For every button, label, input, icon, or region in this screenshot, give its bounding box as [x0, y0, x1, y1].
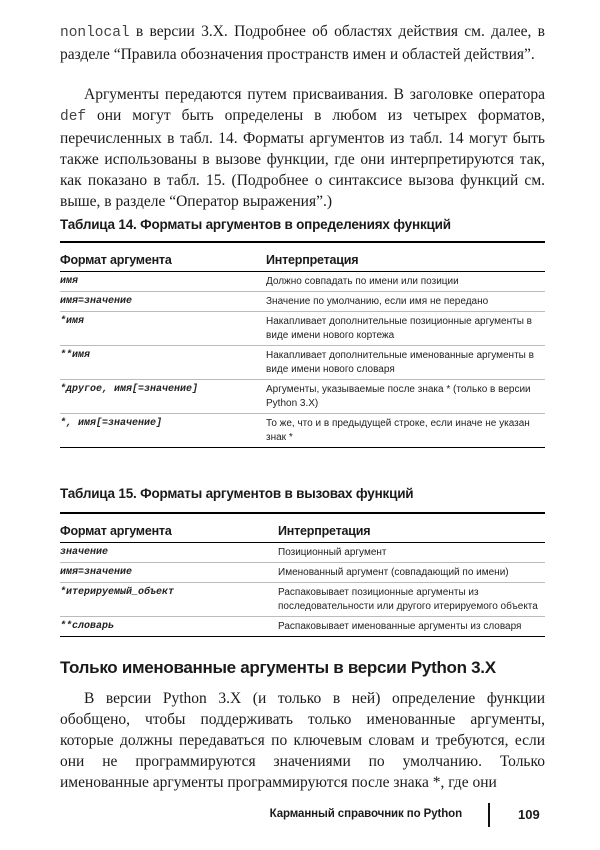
inline-code-def: def	[60, 109, 87, 125]
table-row	[60, 346, 545, 380]
description-cell: Значение по умолчанию, если имя не передано	[258, 292, 545, 312]
table-row	[60, 380, 545, 414]
format-cell: *итерируемый_объект	[60, 583, 272, 617]
paragraph-1-text: в версии 3.X. Подробнее об областях действия см. далее, в разделе “Правила обозначения пространств имен и областей действия”.	[60, 23, 545, 63]
paragraph-1	[60, 21, 545, 65]
description-cell: Накапливает дополнительные именованные аргументы в виде имени нового словаря	[258, 346, 545, 380]
description-cell: То же, что и в предыдущей строке, если иначе не указан знак *	[258, 414, 545, 448]
format-cell: *имя	[60, 312, 258, 346]
footer-separator	[488, 803, 490, 827]
table-row	[60, 563, 545, 583]
table-14-caption: Таблица 14. Форматы аргументов в определениях функций	[60, 217, 451, 232]
description-cell: Должно совпадать по имени или позиции	[258, 272, 545, 292]
description-cell: Позиционный аргумент	[272, 543, 545, 563]
format-cell: **словарь	[60, 617, 272, 637]
description-cell: Накапливает дополнительные позиционные аргументы в виде имени нового кортежа	[258, 312, 545, 346]
format-cell: имя=значение	[60, 292, 258, 312]
table-row	[60, 292, 545, 312]
table-row	[60, 583, 545, 617]
paragraph-2-after: они могут быть определены в любом из четырех форматов, перечисленных в табл. 14. Форматы аргументов из табл. 14 могут быть также использованы в вызове функции, где они интерпретируются так, как показано в табл. 15. (Подробнее о синтаксисе вызова функций см. выше, в разделе “Оператор выражения”.)	[60, 107, 545, 210]
description-cell: Именованный аргумент (совпадающий по имени)	[272, 563, 545, 583]
format-cell: *другое, имя[=значение]	[60, 380, 258, 414]
page-number: 109	[518, 807, 540, 822]
page-footer	[0, 803, 600, 829]
column-header-format: Формат аргумента	[60, 242, 258, 272]
paragraph-3	[60, 688, 545, 793]
table-14	[60, 241, 545, 448]
format-cell: значение	[60, 543, 272, 563]
table-header-row	[60, 242, 545, 272]
table-15	[60, 512, 545, 637]
table-row	[60, 617, 545, 637]
description-cell: Распаковывает позиционные аргументы из последовательности или другого итерируемого объекта	[272, 583, 545, 617]
footer-book-title: Карманный справочник по Python	[269, 808, 462, 820]
format-cell: *, имя[=значение]	[60, 414, 258, 448]
table-15-caption: Таблица 15. Форматы аргументов в вызовах функций	[60, 486, 414, 501]
table-row	[60, 543, 545, 563]
format-cell: имя	[60, 272, 258, 292]
paragraph-2	[60, 84, 545, 212]
format-cell: **имя	[60, 346, 258, 380]
table-row	[60, 414, 545, 448]
table-row	[60, 312, 545, 346]
column-header-interpretation: Интерпретация	[258, 242, 545, 272]
column-header-interpretation: Интерпретация	[272, 513, 545, 543]
description-cell: Распаковывает именованные аргументы из словаря	[272, 617, 545, 637]
column-header-format: Формат аргумента	[60, 513, 272, 543]
description-cell: Аргументы, указываемые после знака * (только в версии Python 3.X)	[258, 380, 545, 414]
inline-code-nonlocal: nonlocal	[60, 25, 130, 41]
section-heading: Только именованные аргументы в версии Python 3.X	[60, 658, 496, 677]
table-header-row	[60, 513, 545, 543]
paragraph-2-before: Аргументы передаются путем присваивания. В заголовке оператора	[84, 86, 545, 103]
format-cell: имя=значение	[60, 563, 272, 583]
paragraph-3-text: В версии Python 3.X (и только в ней) определение функции обобщено, чтобы поддерживать только именованные аргументы, которые должны передаваться по ключевым словам и требуются, если они не программируются значениями по умолчанию. Только именованные аргументы программируются после знака *, где они	[60, 690, 545, 791]
table-row	[60, 272, 545, 292]
